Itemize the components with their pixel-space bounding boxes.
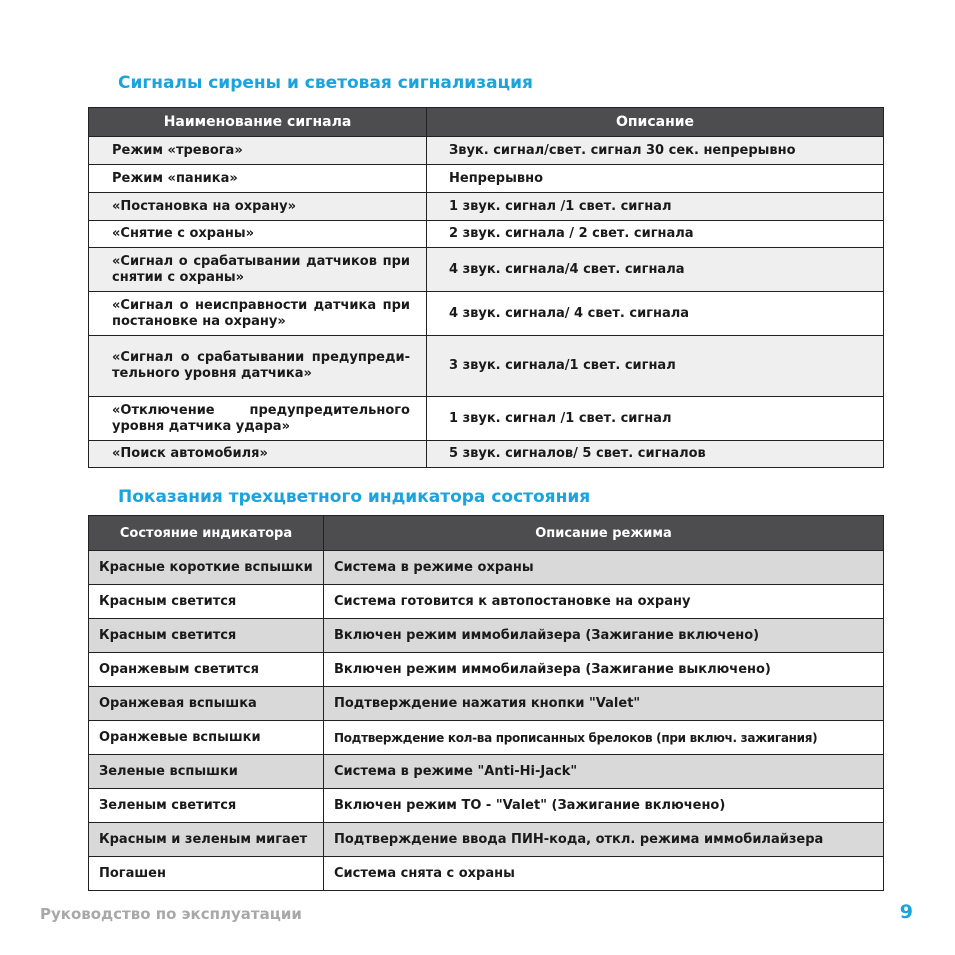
indicator-state-cell: Красным светится: [89, 619, 324, 653]
signal-name-cell: «Поиск автомобиля»: [89, 441, 427, 468]
signal-description-cell: Звук. сигнал/свет. сигнал 30 сек. непрерывно: [427, 137, 884, 165]
table-row: [89, 221, 884, 248]
signal-description-cell: 3 звук. сигнала/1 свет. сигнал: [427, 336, 884, 397]
table-row: [89, 441, 884, 468]
table-row: [89, 721, 884, 755]
indicator-state-cell: Погашен: [89, 857, 324, 891]
table-row: [89, 336, 884, 397]
table-row: [89, 248, 884, 292]
table-row: [89, 687, 884, 721]
mode-description-cell: Система снята с охраны: [324, 857, 884, 891]
signal-description-cell: 4 звук. сигнала/4 свет. сигнала: [427, 248, 884, 292]
table-header-row: [89, 516, 884, 551]
column-header-mode-description: Описание режима: [324, 516, 884, 551]
indicator-state-cell: Зеленым светится: [89, 789, 324, 823]
column-header-description: Описание: [427, 108, 884, 137]
mode-description-cell: Подтверждение ввода ПИН-кода, откл. режима иммобилайзера: [324, 823, 884, 857]
signal-description-cell: 1 звук. сигнал /1 свет. сигнал: [427, 397, 884, 441]
signal-description-cell: 1 звук. сигнал /1 свет. сигнал: [427, 193, 884, 221]
signal-name-cell: «Сигнал о неисправности датчика при постановке на охрану»: [89, 292, 427, 336]
signal-name-cell: Режим «тревога»: [89, 137, 427, 165]
signal-name-cell: «Снятие с охраны»: [89, 221, 427, 248]
table-row: [89, 292, 884, 336]
table-row: [89, 789, 884, 823]
mode-description-cell: Включен режим иммобилайзера (Зажигание выключено): [324, 653, 884, 687]
signal-name-cell: «Постановка на охрану»: [89, 193, 427, 221]
mode-description-cell: Система в режиме охраны: [324, 551, 884, 585]
signal-description-cell: 5 звук. сигналов/ 5 свет. сигналов: [427, 441, 884, 468]
footer-manual-title: Руководство по эксплуатации: [40, 905, 302, 923]
mode-description-cell: Подтверждение нажатия кнопки "Valet": [324, 687, 884, 721]
page-number: 9: [899, 901, 913, 923]
signal-name-cell: «Сигнал о срабатывании предупреди-тельного уровня датчика»: [89, 336, 427, 397]
mode-description-cell: Подтверждение кол-ва прописанных брелоков (при включ. зажигания): [324, 721, 884, 755]
table-row: [89, 823, 884, 857]
indicator-state-cell: Оранжевые вспышки: [89, 721, 324, 755]
table-row: [89, 193, 884, 221]
table-row: [89, 619, 884, 653]
signal-name-cell: «Сигнал о срабатывании датчиков при снятии с охраны»: [89, 248, 427, 292]
siren-signals-table: [88, 107, 884, 468]
indicator-state-cell: Красным и зеленым мигает: [89, 823, 324, 857]
signal-name-cell: Режим «паника»: [89, 165, 427, 193]
column-header-indicator-state: Состояние индикатора: [89, 516, 324, 551]
table-row: [89, 165, 884, 193]
signal-name-cell: «Отключение предупредительного уровня датчика удара»: [89, 397, 427, 441]
table-row: [89, 857, 884, 891]
signal-description-cell: 2 звук. сигнала / 2 свет. сигнала: [427, 221, 884, 248]
mode-description-cell: Система готовится к автопостановке на охрану: [324, 585, 884, 619]
mode-description-cell: Включен режим ТО - "Valet" (Зажигание включено): [324, 789, 884, 823]
indicator-state-cell: Красным светится: [89, 585, 324, 619]
indicator-state-cell: Красные короткие вспышки: [89, 551, 324, 585]
indicator-state-cell: Оранжевым светится: [89, 653, 324, 687]
table-header-row: [89, 108, 884, 137]
table-row: [89, 653, 884, 687]
indicator-state-cell: Зеленые вспышки: [89, 755, 324, 789]
indicator-state-cell: Оранжевая вспышка: [89, 687, 324, 721]
table-row: [89, 137, 884, 165]
signal-description-cell: Непрерывно: [427, 165, 884, 193]
indicator-status-title: Показания трехцветного индикатора состояния: [118, 487, 591, 507]
mode-description-cell: Система в режиме "Anti-Hi-Jack": [324, 755, 884, 789]
column-header-signal-name: Наименование сигнала: [89, 108, 427, 137]
table-row: [89, 397, 884, 441]
signal-description-cell: 4 звук. сигнала/ 4 свет. сигнала: [427, 292, 884, 336]
table-row: [89, 551, 884, 585]
table-row: [89, 585, 884, 619]
indicator-status-table: [88, 515, 884, 891]
siren-signals-title: Сигналы сирены и световая сигнализация: [118, 73, 533, 93]
table-row: [89, 755, 884, 789]
mode-description-cell: Включен режим иммобилайзера (Зажигание включено): [324, 619, 884, 653]
